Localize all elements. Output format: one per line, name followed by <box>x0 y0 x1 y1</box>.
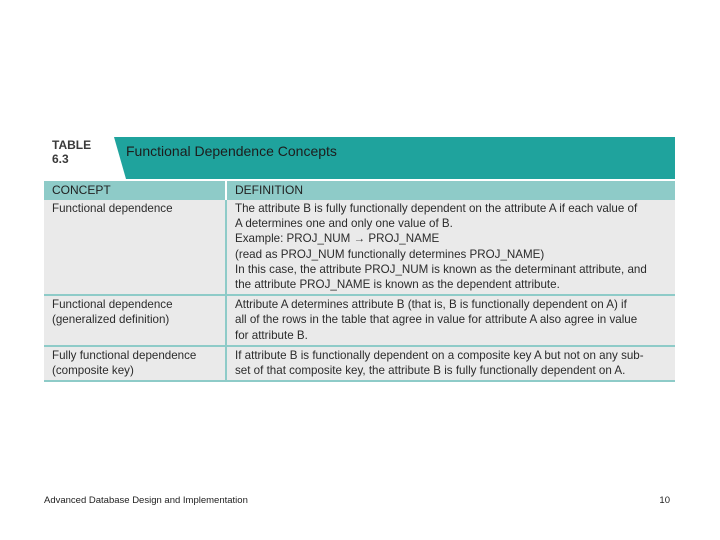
table-label-word: TABLE <box>52 138 92 152</box>
title-band <box>126 137 675 179</box>
concept-cell <box>44 295 226 346</box>
definition-line: for attribute B. <box>235 328 308 342</box>
concept-cell <box>44 199 226 295</box>
definition-line: set of that composite key, the attribute B is fully functionally dependent on A. <box>235 364 626 378</box>
definition-cell <box>226 346 675 381</box>
concept-line: (composite key) <box>52 364 134 378</box>
footer-page-number: 10 <box>659 495 670 506</box>
definition-line: In this case, the attribute PROJ_NUM is known as the determinant attribute, and <box>235 262 647 276</box>
concepts-grid <box>44 179 675 382</box>
definition-line: the attribute PROJ_NAME is known as the dependent attribute. <box>235 278 560 292</box>
definition-line: If attribute B is functionally dependent on a composite key A but not on any sub- <box>235 348 644 362</box>
definition-line: A determines one and only one value of B. <box>235 217 453 231</box>
table-header <box>44 137 675 179</box>
concept-line: (generalized definition) <box>52 313 170 327</box>
concept-cell <box>44 346 226 381</box>
table-row <box>44 346 675 381</box>
concepts-table <box>44 137 675 382</box>
concept-line: Functional dependence <box>52 202 173 215</box>
definition-cell <box>226 295 675 346</box>
definition-line: Example: PROJ_NUM → PROJ_NAME <box>235 232 440 246</box>
concept-line: Functional dependence <box>52 298 173 312</box>
definition-line: (read as PROJ_NUM functionally determines PROJ_NAME) <box>235 247 545 261</box>
footer-course-title: Advanced Database Design and Implementation <box>44 495 248 506</box>
concept-line: Fully functional dependence <box>52 348 197 362</box>
definition-cell <box>226 199 675 295</box>
table-label-number: 6.3 <box>52 152 69 166</box>
table-row <box>44 295 675 346</box>
column-header-definition: DEFINITION <box>226 180 675 199</box>
table-row <box>44 199 675 295</box>
column-header-concept: CONCEPT <box>44 180 226 199</box>
definition-line: all of the rows in the table that agree in value for attribute A also agree in value <box>235 313 638 327</box>
column-header-row <box>44 180 675 199</box>
definition-line: The attribute B is fully functionally dependent on the attribute A if each value of <box>235 202 638 215</box>
definition-line: Attribute A determines attribute B (that is, B is functionally dependent on A) if <box>235 298 627 312</box>
table-title: Functional Dependence Concepts <box>126 143 337 159</box>
